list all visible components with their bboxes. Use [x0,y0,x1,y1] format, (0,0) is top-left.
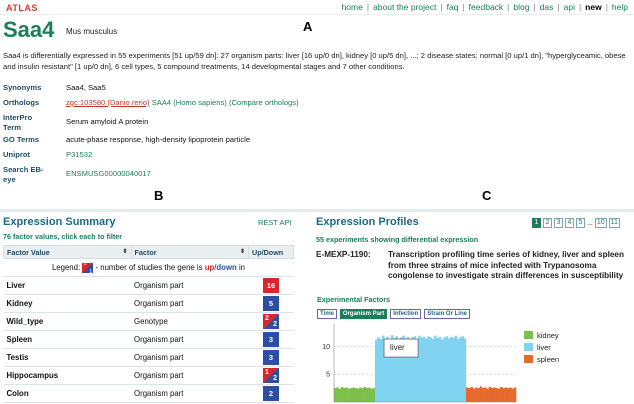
nav-help[interactable]: help [611,2,628,12]
up-down-badge: 16 [263,278,279,293]
bar-kidney [357,389,360,402]
experiment-id[interactable]: E-MEXP-1190: [316,250,371,259]
factor: Genotype [131,313,248,331]
bar-liver [441,340,444,402]
factor-tab-organism-part[interactable]: Organism Part [340,309,387,319]
bar-spleen [507,388,510,402]
nav-about-the-project[interactable]: about the project [373,2,437,12]
summary-row[interactable] [4,331,294,349]
up-down-badge: 3 [263,332,279,347]
legend-item-liver [524,341,559,353]
bar-liver [377,337,380,402]
bar-kidney [364,387,367,402]
bar-liver [448,338,451,402]
y-tick-label: 10 [322,343,330,351]
bar-kidney [352,388,355,402]
ebeye-link[interactable]: ENSMUSG00000040017 [66,169,151,178]
summary-row[interactable] [4,367,294,385]
col-factor-value[interactable]: Factor Value ⬍ [4,246,132,259]
ortholog-human-link[interactable]: SAA4 (Homo sapiens) [151,98,227,107]
up-down-cell [249,313,294,331]
top-nav [342,2,628,12]
pagination [532,218,620,228]
organism: Mus musculus [66,27,118,36]
bar-spleen [502,388,505,402]
nav-separator: | [578,2,582,12]
bar-kidney [373,388,376,402]
bar-spleen [511,389,514,402]
bar-liver [380,339,383,402]
bar-kidney [361,388,364,402]
bar-kidney [348,389,351,402]
nav-feedback[interactable]: feedback [468,2,504,12]
nav-new[interactable]: new [585,2,602,12]
summary-row[interactable] [4,277,294,295]
bar-kidney [370,389,373,402]
synonyms-label: Synonyms [3,83,42,92]
factor-tabs [317,309,470,319]
bar-kidney [341,387,344,402]
factor-value[interactable]: Kidney [4,295,132,313]
experimental-factors-title: Experimental Factors [317,295,391,304]
bar-liver [464,338,467,402]
sort-icon[interactable]: ⬍ [240,248,246,255]
bar-kidney [354,388,357,402]
bar-spleen [484,388,487,402]
bar-liver [455,336,458,402]
factor-value[interactable]: Wild_type [4,313,132,331]
expression-profile-chart [316,322,518,404]
page-2[interactable]: 2 [543,218,552,228]
bar-liver [427,336,430,402]
panel-letter-a: A [303,19,313,34]
expression-profiles-subtitle: 55 experiments showing differential expression [316,235,479,244]
header-rule [0,14,634,15]
up-down-cell [249,295,294,313]
legend-label: spleen [537,354,560,364]
bar-spleen [505,388,508,402]
ebeye-label: Search EB- [3,165,44,174]
sort-icon[interactable]: ⬍ [122,248,128,255]
bar-spleen [489,387,492,402]
legend-updown-icon: 1 1 [83,260,93,275]
up-down-cell [249,331,294,349]
bar-kidney [359,388,362,402]
bar-liver [445,336,448,402]
go-terms-value: acute-phase response, high-density lipoprotein particle [66,135,251,144]
uniprot-link[interactable]: P31532 [66,150,93,159]
bar-spleen [491,388,494,402]
page-5[interactable]: 5 [576,218,585,228]
uniprot-label: Uniprot [3,150,30,159]
bar-liver [461,336,464,402]
factor-value[interactable]: Hippocampus [4,367,132,385]
nav-blog[interactable]: blog [513,2,530,12]
up-down-cell [249,277,294,295]
legend-swatch [524,343,533,351]
legend-item-spleen [524,353,559,365]
gene-summary: Saa4 is differentially expressed in 55 experiments [51 up/59 dn]: 27 organism parts: liver [16 up/0 dn], kidney [0 up/5 dn], ...; 2 disease states: normal [0 up/1 dn], "hyperglyceamic, obese and insulin resistant" [1 up/0 dn], 6 cell types, 5 compound treatments, 14 developmental stages and 7 other conditions. [3,51,626,71]
bar-kidney [339,389,342,402]
nav-separator: | [533,2,536,12]
bar-liver [425,338,428,402]
nav-separator: | [440,2,443,12]
legend-swatch [524,355,533,363]
synonyms-value: Saa4, Saa5 [66,83,106,92]
ebeye-label-eye: eye [3,175,16,184]
expression-summary-subtitle: 76 factor values, click each to filter [3,232,123,241]
y-tick-label: 5 [326,371,330,379]
panel-letter-b: B [154,188,164,203]
nav-separator: | [507,2,510,12]
chart-legend [524,329,559,365]
factor: Organism part [131,295,248,313]
go-terms-label: GO Terms [3,135,40,144]
bar-kidney [343,388,346,402]
up-down-badge: 1 2 [265,369,278,382]
col-factor[interactable]: Factor ⬍ [131,246,248,259]
bar-kidney [345,388,348,402]
interpro-label: InterPro [3,113,33,122]
legend-label: liver [537,342,551,352]
bar-spleen [477,388,480,402]
legend-label: kidney [537,330,559,340]
legend-item-kidney [524,329,559,341]
nav-separator: | [462,2,465,12]
up-down-cell [249,349,294,367]
panel-letter-c: C [482,188,492,203]
bar-liver [450,337,453,402]
bar-liver [430,337,433,402]
nav-separator: | [605,2,608,12]
bar-spleen [471,387,474,402]
factor: Organism part [131,277,248,295]
legend-swatch [524,331,533,339]
bar-liver [432,339,435,402]
section-divider [0,209,634,212]
nav-separator: | [366,2,370,12]
legend-row: Legend: 1 1 - number of studies the gene is up/down in [4,259,294,277]
bar-liver [423,337,426,402]
factor-tab-infection[interactable]: Infection [390,309,421,319]
bar-spleen [475,388,478,402]
bar-spleen [500,387,503,402]
summary-row[interactable] [4,385,294,403]
bar-liver [452,338,455,402]
nav-das[interactable]: das [539,2,554,12]
bar-spleen [509,388,512,402]
page-1[interactable]: 1 [532,218,541,228]
ortholog-danio-link[interactable]: zgc:103580 (Danio rerio) [66,98,150,107]
up-down-cell [249,367,294,385]
experiment-description: Transcription profiling time series of kidney, liver and spleen from three strains of mice infected with Trypanosoma congolense to investigate strain differences in susceptibility [388,250,624,280]
rest-api-link[interactable]: REST API [258,218,292,227]
nav-home[interactable]: home [341,2,363,12]
up-down-badge: 5 [263,296,279,311]
factor-value[interactable]: Colon [4,385,132,403]
factor-tab-time[interactable]: Time [317,309,337,319]
bar-liver [375,340,378,402]
bar-spleen [486,389,489,402]
bar-liver [436,338,439,402]
interpro-value: Serum amyloid A protein [66,117,149,126]
orthologs-label: Orthologs [3,98,40,107]
bar-liver [457,339,460,402]
up-down-badge: 2 2 [265,315,278,328]
bar-liver [459,337,462,402]
up-down-cell [249,385,294,403]
gene-attributes [3,81,299,185]
page-4[interactable]: 4 [565,218,574,228]
bar-kidney [366,388,369,402]
factor-tab-strain-or-line[interactable]: Strain Or Line [424,309,470,319]
bar-kidney [368,388,371,402]
summary-row[interactable] [4,349,294,367]
bar-liver [439,337,442,402]
bar-spleen [480,386,483,402]
factor: Organism part [131,367,248,385]
pagination-ellipsis: ... [587,219,593,227]
bar-spleen [468,388,471,402]
factor: Organism part [131,331,248,349]
annotation-label: liver [390,343,405,353]
bar-kidney [336,388,339,402]
bar-spleen [482,388,485,402]
nav-separator: | [557,2,560,12]
bar-liver [434,336,437,402]
factor: Organism part [131,349,248,367]
nav-api[interactable]: api [563,2,575,12]
up-down-badge: 3 [263,350,279,365]
page-3[interactable]: 3 [554,218,563,228]
factor-value[interactable]: Spleen [4,331,132,349]
bar-spleen [473,389,476,402]
summary-row[interactable] [4,295,294,313]
factor-value[interactable]: Testis [4,349,132,367]
page-10[interactable]: 10 [596,219,605,226]
interpro-label-term: Term [3,123,22,132]
gene-name: Saa4 [3,17,55,42]
bar-kidney [334,388,337,402]
nav-faq[interactable]: faq [446,2,459,12]
col-up-down[interactable]: Up/Down [249,246,294,259]
bar-spleen [498,389,501,402]
page-11[interactable]: 11 [610,219,618,226]
bar-spleen [514,388,517,402]
factor-value[interactable]: Liver [4,277,132,295]
bar-spleen [496,388,499,402]
expression-summary-title: Expression Summary [3,216,116,228]
bar-kidney [350,388,353,402]
compare-orthologs-link[interactable]: (Compare orthologs) [228,98,299,107]
bar-spleen [466,388,469,402]
summary-row[interactable] [4,313,294,331]
bar-spleen [493,388,496,402]
expression-profiles-title: Expression Profiles [316,216,419,228]
factor: Organism part [131,385,248,403]
bar-liver [420,338,423,402]
expression-summary-table [3,245,294,403]
atlas-logo[interactable]: ATLAS [6,3,38,13]
bar-liver [443,337,446,402]
up-down-badge: 2 [263,386,279,401]
bar-liver [418,336,421,402]
